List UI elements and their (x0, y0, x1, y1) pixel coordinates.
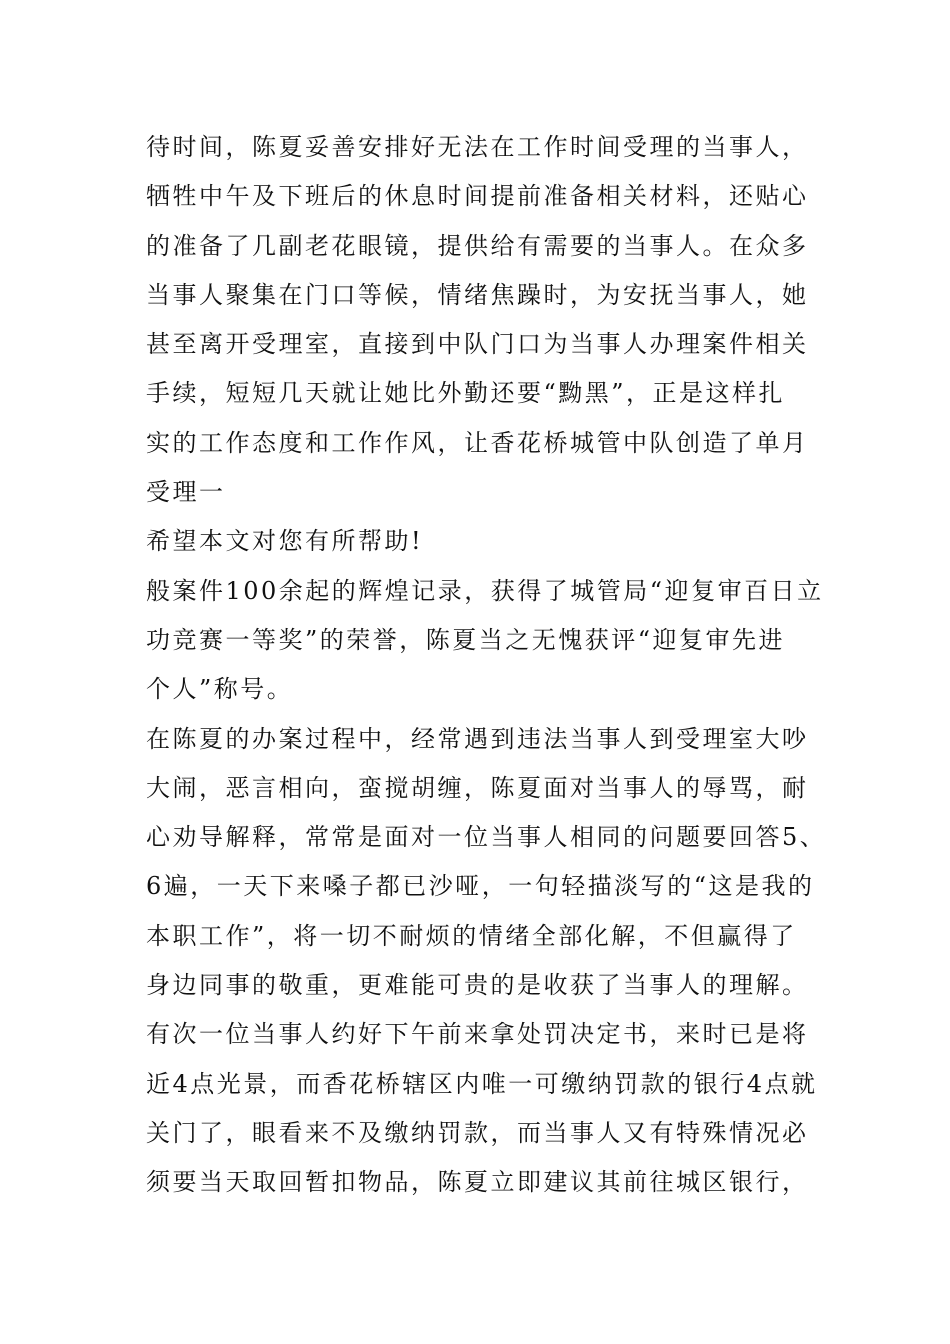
text-line: 心劝导解释，常常是面对一位当事人相同的问题要回答5、 (146, 823, 827, 852)
text-line: 关门了，眼看来不及缴纳罚款，而当事人又有特殊情况必 (146, 1118, 809, 1147)
text-line: 的准备了几副老花眼镜，提供给有需要的当事人。在众多 (146, 231, 809, 260)
text-line: 甚至离开受理室，直接到中队门口为当事人办理案件相关 (146, 330, 809, 359)
text-line: 个人”称号。 (146, 675, 294, 704)
text-line: 实的工作态度和工作作风，让香花桥城管中队创造了单月 (146, 428, 809, 457)
text-line: 大闹，恶言相向，蛮搅胡缠，陈夏面对当事人的辱骂，耐 (146, 773, 809, 802)
closing-note: 希望本文对您有所帮助! (146, 527, 424, 556)
text-line: 牺牲中午及下班后的休息时间提前准备相关材料，还贴心 (146, 182, 809, 211)
text-line: 近4点光景，而香花桥辖区内唯一可缴纳罚款的银行4点就 (146, 1069, 818, 1098)
text-line: 手续，短短几天就让她比外勤还要“黝黑”，正是这样扎 (146, 379, 786, 408)
text-line: 受理一 (146, 478, 226, 507)
text-line: 6遍，一天下来嗓子都已沙哑，一句轻描淡写的“这是我的 (146, 872, 815, 901)
text-line: 有次一位当事人约好下午前来拿处罚决定书，来时已是将 (146, 1020, 809, 1049)
text-line: 须要当天取回暂扣物品，陈夏立即建议其前往城区银行， (146, 1168, 809, 1197)
text-line: 待时间，陈夏妥善安排好无法在工作时间受理的当事人， (146, 133, 809, 161)
text-line: 身边同事的敬重，更难能可贵的是收获了当事人的理解。 (146, 971, 809, 1000)
document-body (146, 123, 827, 1208)
text-line: 般案件100余起的辉煌记录，获得了城管局“迎复审百日立 (146, 576, 824, 605)
text-line: 功竞赛一等奖”的荣誉，陈夏当之无愧获评“迎复审先进 (146, 625, 786, 654)
text-line: 本职工作”，将一切不耐烦的情绪全部化解，不但赢得了 (146, 921, 797, 950)
text-line: 在陈夏的办案过程中，经常遇到违法当事人到受理室大吵 (146, 724, 809, 753)
text-line: 当事人聚集在门口等候，情绪焦躁时，为安抚当事人，她 (146, 280, 809, 309)
